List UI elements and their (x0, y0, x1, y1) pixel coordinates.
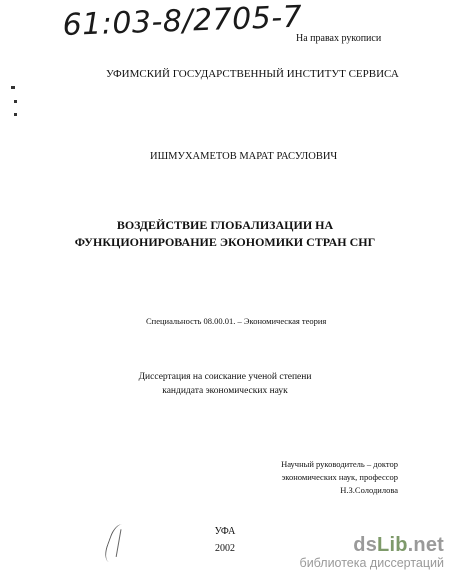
year: 2002 (215, 543, 235, 554)
degree-line-2: кандидата экономических наук (162, 386, 288, 396)
dslib-subtitle: библиотека диссертаций (299, 556, 444, 570)
title-line-2: ФУНКЦИОНИРОВАНИЕ ЭКОНОМИКИ СТРАН СНГ (74, 235, 376, 249)
dslib-watermark (300, 534, 444, 571)
title-line-1: ВОЗДЕЙСТВИЕ ГЛОБАЛИЗАЦИИ НА (116, 218, 334, 232)
scan-mark (14, 113, 17, 116)
supervisor-block (281, 458, 398, 497)
institute-name: УФИМСКИЙ ГОСУДАРСТВЕННЫЙ ИНСТИТУТ СЕРВИСА (106, 68, 399, 80)
specialty-code: Специальность 08.00.01. – Экономическая теория (146, 316, 327, 326)
rights-notice: На правах рукописи (296, 33, 382, 44)
degree-line-1: Диссертация на соискание ученой степени (138, 372, 312, 382)
scan-mark (11, 86, 15, 89)
degree-statement (0, 370, 450, 398)
dslib-logo: dsLib.net (353, 534, 444, 556)
scan-mark (14, 100, 17, 103)
supervisor-line-2: экономических наук, профессор (281, 472, 398, 482)
author-name: ИШМУХАМЕТОВ МАРАТ РАСУЛОВИЧ (150, 151, 338, 162)
city: УФА (214, 526, 236, 537)
supervisor-line-1: Научный руководитель – доктор (281, 459, 398, 469)
supervisor-name: Н.З.Солодилова (340, 485, 398, 495)
dissertation-title (0, 217, 450, 251)
handwritten-archive-code: 61:03-8/2705-7 (62, 0, 303, 43)
